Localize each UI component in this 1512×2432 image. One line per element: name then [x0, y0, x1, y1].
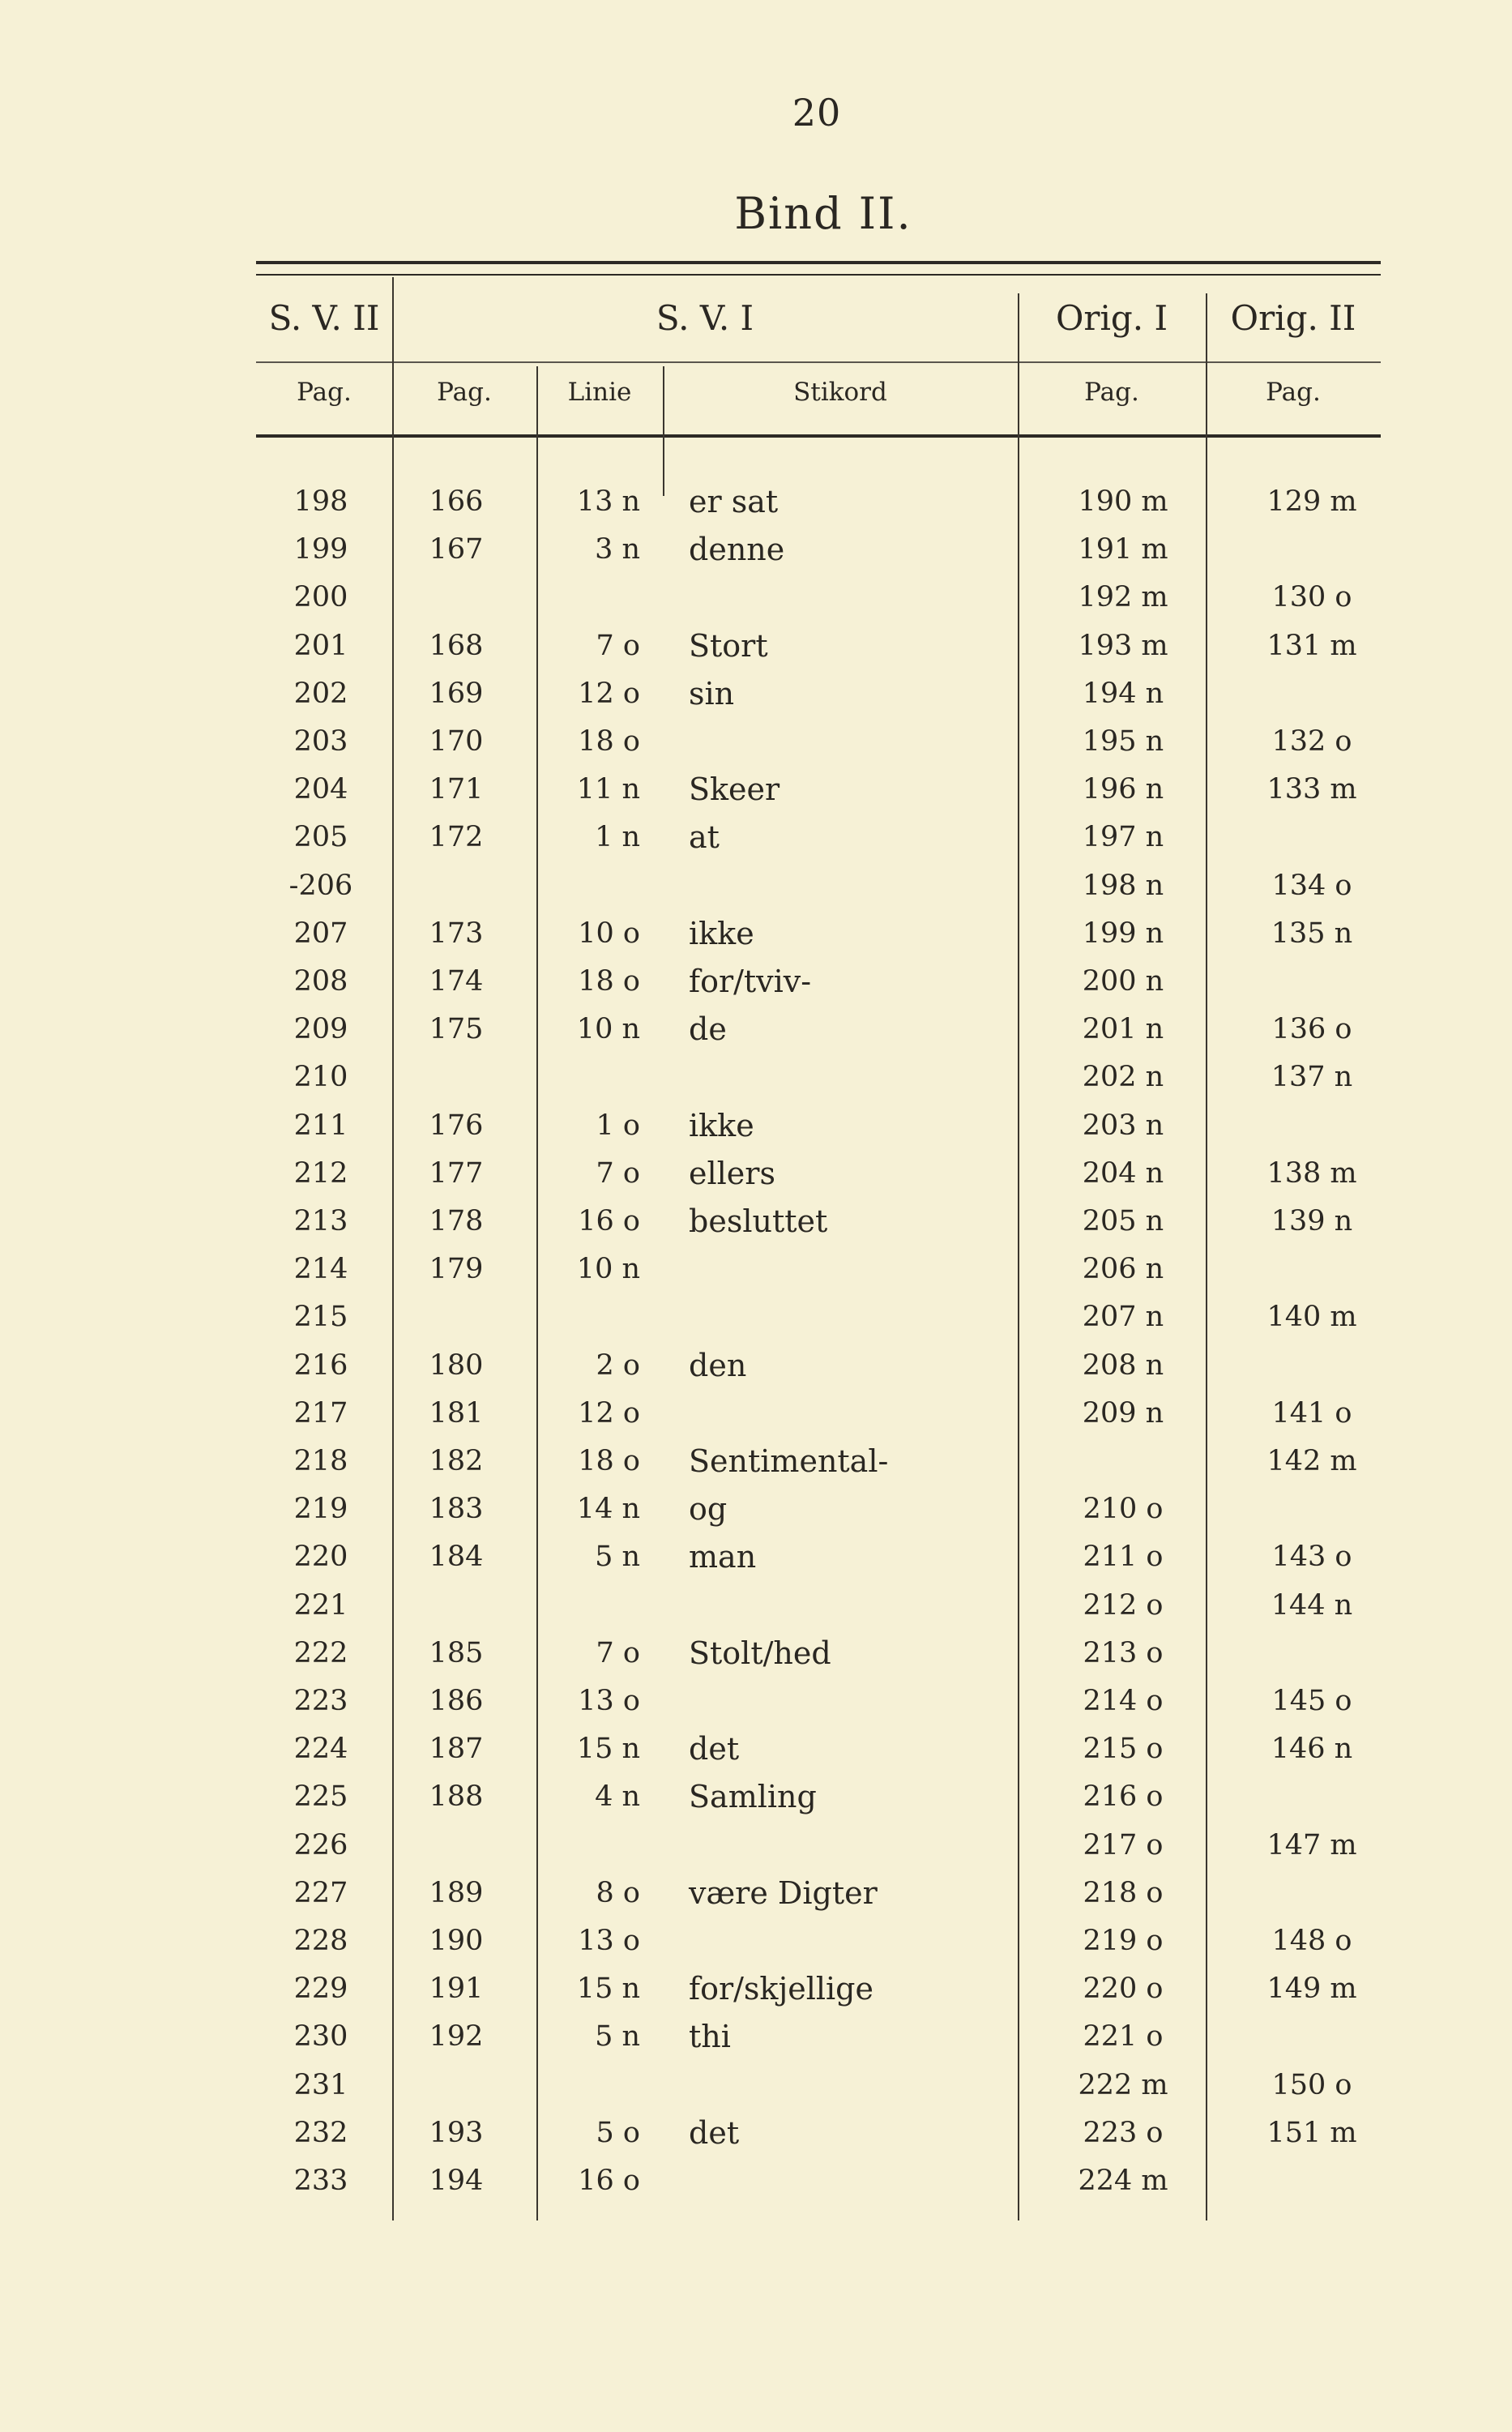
cell-pag-sv1: 169: [429, 677, 484, 710]
cell-pag-sv2: 222: [293, 1636, 348, 1669]
table-row: [256, 2109, 1381, 2157]
col-header-pag-orig2: Pag.: [1266, 378, 1321, 407]
cell-pag-orig1: 201 n: [1082, 1013, 1164, 1046]
table-row: [256, 1582, 1381, 1630]
table-row: [256, 862, 1381, 910]
cell-pag-sv2: 228: [293, 1925, 348, 1957]
cell-pag-orig2: 136 o: [1271, 1013, 1352, 1046]
cell-pag-orig1: 215 o: [1083, 1733, 1164, 1766]
cell-pag-sv2: 199: [293, 533, 348, 566]
table-row: [256, 1054, 1381, 1101]
table-row: [256, 718, 1381, 766]
cell-pag-sv1: 176: [429, 1109, 484, 1142]
table-row: [256, 2157, 1381, 2205]
cell-linie: 13 o: [578, 1685, 640, 1717]
cell-pag-orig1: 216 o: [1083, 1780, 1164, 1814]
cell-linie: 3 n: [595, 533, 640, 566]
table-row: [256, 1102, 1381, 1150]
cell-pag-orig2: 146 n: [1271, 1733, 1353, 1766]
table-row: [256, 478, 1381, 526]
cell-stikord: den: [689, 1347, 747, 1383]
cell-pag-sv2: 216: [293, 1348, 348, 1382]
cell-pag-orig1: 209 n: [1082, 1396, 1164, 1430]
cell-pag-orig1: 204 n: [1082, 1156, 1164, 1190]
group-header-sv1: S. V. I: [656, 298, 754, 338]
cell-stikord: sin: [689, 675, 735, 712]
table-row: [256, 574, 1381, 622]
cell-pag-sv2: 221: [293, 1588, 348, 1622]
cell-pag-sv1: 172: [429, 821, 484, 854]
cell-linie: 5 n: [595, 2020, 640, 2054]
table-row: [256, 1293, 1381, 1341]
cell-pag-sv1: 174: [429, 965, 484, 998]
cell-stikord: er sat: [689, 484, 779, 519]
cell-pag-sv2: 215: [293, 1301, 348, 1334]
group-header-orig1: Orig. I: [1055, 298, 1168, 338]
cell-stikord: at: [689, 819, 720, 856]
table-row: [256, 1485, 1381, 1533]
cell-pag-orig2: 149 m: [1266, 1973, 1357, 2006]
table-row: [256, 526, 1381, 574]
cell-pag-orig1: 200 n: [1082, 965, 1164, 998]
cell-pag-sv1: 177: [429, 1156, 484, 1190]
cell-pag-sv2: 227: [293, 1876, 348, 1909]
cell-pag-sv1: 180: [429, 1348, 484, 1382]
cell-linie: 8 o: [596, 1876, 640, 1909]
cell-pag-orig2: 140 m: [1266, 1301, 1357, 1334]
table-row: [256, 766, 1381, 814]
cell-linie: 4 n: [595, 1780, 640, 1814]
cell-pag-sv2: 205: [293, 821, 348, 854]
cell-pag-orig1: 199 n: [1082, 917, 1164, 950]
cell-pag-orig1: 190 m: [1078, 485, 1168, 518]
cell-linie: 10 o: [578, 917, 640, 950]
cell-pag-sv1: 192: [429, 2020, 484, 2054]
table-row: [256, 958, 1381, 1006]
cell-pag-orig2: 144 n: [1271, 1588, 1353, 1622]
cell-linie: 14 n: [576, 1493, 640, 1526]
cell-pag-orig1: 191 m: [1078, 533, 1168, 566]
top-rule-thin: [256, 274, 1381, 276]
table-row: [256, 1678, 1381, 1725]
table-row: [256, 1342, 1381, 1390]
cell-linie: 7 o: [596, 1156, 640, 1190]
cell-pag-sv2: 200: [293, 581, 348, 614]
table-row: [256, 2062, 1381, 2109]
cell-pag-sv2: 214: [293, 1253, 348, 1286]
cell-pag-sv2: 232: [293, 2116, 348, 2149]
cell-pag-sv2: 204: [293, 773, 348, 806]
cell-pag-orig2: 134 o: [1271, 869, 1352, 902]
cell-pag-sv2: 217: [293, 1396, 348, 1430]
cell-stikord: for/tviv-: [689, 964, 812, 999]
cell-pag-orig1: 207 n: [1082, 1301, 1164, 1334]
volume-title: Bind II.: [734, 188, 912, 239]
cell-pag-orig2: 138 m: [1266, 1156, 1357, 1190]
cell-pag-orig1: 203 n: [1082, 1109, 1164, 1142]
header-bottom-rule: [256, 434, 1381, 438]
table-row: [256, 670, 1381, 718]
cell-stikord: være Digter: [689, 1874, 878, 1911]
cell-pag-sv2: 207: [293, 917, 348, 950]
cell-stikord: ellers: [689, 1155, 775, 1191]
table-row: [256, 1773, 1381, 1821]
cell-pag-sv2: 211: [293, 1109, 348, 1142]
cell-pag-sv2: 219: [293, 1493, 348, 1526]
cell-pag-sv2: 210: [293, 1061, 348, 1094]
cell-linie: 1 o: [596, 1109, 640, 1142]
cell-pag-orig2: 148 o: [1271, 1925, 1352, 1957]
cell-linie: 18 o: [578, 965, 640, 998]
cell-pag-sv1: 178: [429, 1205, 484, 1237]
cell-pag-sv2: 202: [293, 677, 348, 710]
cell-pag-orig2: 141 o: [1271, 1396, 1352, 1430]
cell-pag-sv1: 168: [429, 629, 484, 662]
cell-pag-orig1: 192 m: [1078, 581, 1168, 614]
table-row: [256, 814, 1381, 861]
cell-stikord: man: [689, 1539, 757, 1575]
cell-linie: 11 n: [576, 773, 640, 806]
cell-pag-orig1: 211 o: [1083, 1541, 1164, 1574]
table-row: [256, 2013, 1381, 2061]
cell-pag-orig1: 218 o: [1083, 1876, 1164, 1909]
table-row: [256, 1630, 1381, 1678]
cell-pag-orig1: 217 o: [1083, 1828, 1164, 1861]
cell-pag-orig1: 195 n: [1082, 725, 1164, 758]
cell-linie: 13 o: [578, 1925, 640, 1957]
cell-pag-sv1: 186: [429, 1685, 484, 1717]
group-header-orig2: Orig. II: [1230, 298, 1356, 338]
cell-linie: 12 o: [578, 677, 640, 710]
table-row: [256, 910, 1381, 958]
cell-pag-orig1: 223 o: [1083, 2116, 1164, 2149]
cell-linie: 18 o: [578, 725, 640, 758]
cell-pag-orig1: 194 n: [1082, 677, 1164, 710]
cell-pag-orig2: 147 m: [1266, 1828, 1357, 1861]
cell-pag-sv2: 223: [293, 1685, 348, 1717]
col-header-stikord: Stikord: [793, 378, 887, 407]
cell-linie: 10 n: [576, 1013, 640, 1046]
cell-linie: 5 n: [595, 1541, 640, 1574]
cell-linie: 7 o: [596, 1636, 640, 1669]
cell-pag-sv1: 188: [429, 1780, 484, 1814]
cell-pag-orig2: 132 o: [1271, 725, 1352, 758]
cell-linie: 7 o: [596, 629, 640, 662]
cell-linie: 16 o: [578, 1205, 640, 1237]
cell-pag-orig1: 193 m: [1078, 629, 1168, 662]
cell-pag-sv1: 175: [429, 1013, 484, 1046]
cell-pag-sv1: 171: [429, 773, 484, 806]
cell-pag-orig2: 130 o: [1271, 581, 1352, 614]
cell-pag-sv2: 224: [293, 1733, 348, 1766]
cell-pag-sv2: 218: [293, 1445, 348, 1477]
cell-linie: 1 n: [595, 821, 640, 854]
cell-pag-orig2: 129 m: [1266, 485, 1357, 518]
cell-pag-sv1: 193: [429, 2116, 484, 2149]
cell-pag-sv1: 173: [429, 917, 484, 950]
index-table: [256, 258, 1381, 2220]
cell-pag-sv1: 179: [429, 1253, 484, 1286]
cell-pag-sv2: 208: [293, 965, 348, 998]
cell-linie: 12 o: [578, 1396, 640, 1430]
table-row: [256, 622, 1381, 670]
cell-stikord: Stort: [689, 627, 768, 664]
cell-linie: 15 n: [576, 1733, 640, 1766]
cell-stikord: ikke: [689, 1107, 754, 1143]
cell-pag-orig1: 220 o: [1083, 1973, 1164, 2006]
cell-pag-orig2: 150 o: [1271, 2068, 1352, 2101]
cell-pag-orig1: 214 o: [1083, 1685, 1164, 1717]
cell-pag-sv2: 220: [293, 1541, 348, 1574]
table-row: [256, 1725, 1381, 1773]
cell-linie: 2 o: [596, 1348, 640, 1382]
cell-pag-orig1: 197 n: [1082, 821, 1164, 854]
cell-pag-orig1: 212 o: [1083, 1588, 1164, 1622]
cell-pag-sv1: 184: [429, 1541, 484, 1574]
cell-linie: 5 o: [596, 2116, 640, 2149]
cell-stikord: de: [689, 1011, 727, 1048]
col-header-pag-orig1: Pag.: [1084, 378, 1139, 407]
cell-pag-orig2: 137 n: [1271, 1061, 1353, 1094]
cell-pag-sv2: 212: [293, 1156, 348, 1190]
cell-linie: 18 o: [578, 1445, 640, 1477]
cell-pag-orig2: 143 o: [1271, 1541, 1352, 1574]
cell-pag-orig1: 198 n: [1082, 869, 1164, 902]
table-row: [256, 1533, 1381, 1581]
cell-stikord: denne: [689, 532, 785, 568]
cell-pag-sv1: 182: [429, 1445, 484, 1477]
cell-pag-sv2: 213: [293, 1205, 348, 1237]
cell-pag-orig2: 142 m: [1266, 1445, 1357, 1477]
table-row: [256, 1870, 1381, 1917]
cell-pag-sv2: 198: [293, 485, 348, 518]
cell-pag-sv2: 226: [293, 1828, 348, 1861]
cell-pag-orig1: 224 m: [1078, 2165, 1168, 2197]
cell-pag-orig1: 202 n: [1082, 1061, 1164, 1094]
cell-linie: 15 n: [576, 1973, 640, 2006]
cell-pag-orig2: 151 m: [1266, 2116, 1357, 2149]
cell-pag-sv1: 170: [429, 725, 484, 758]
cell-pag-orig1: 196 n: [1082, 773, 1164, 806]
cell-stikord: Samling: [689, 1779, 817, 1815]
cell-stikord: det: [689, 2114, 740, 2151]
cell-pag-sv2: 209: [293, 1013, 348, 1046]
col-header-pag-sv2: Pag.: [297, 378, 352, 407]
cell-pag-sv2: -206: [288, 869, 353, 902]
cell-pag-sv2: 203: [293, 725, 348, 758]
table-row: [256, 1438, 1381, 1485]
cell-pag-sv1: 194: [429, 2165, 484, 2197]
top-rule-thick: [256, 261, 1381, 264]
cell-pag-orig2: 135 n: [1271, 917, 1353, 950]
cell-pag-orig2: 131 m: [1266, 629, 1357, 662]
header-divider: [256, 361, 1381, 363]
cell-pag-orig2: 139 n: [1271, 1205, 1353, 1237]
table-row: [256, 1198, 1381, 1246]
cell-stikord: besluttet: [689, 1203, 828, 1239]
cell-pag-sv1: 167: [429, 533, 484, 566]
col-header-pag-sv1: Pag.: [437, 378, 492, 407]
cell-linie: 16 o: [578, 2165, 640, 2197]
cell-pag-orig1: 221 o: [1083, 2020, 1164, 2054]
cell-pag-sv2: 201: [293, 629, 348, 662]
cell-pag-sv1: 166: [429, 485, 484, 518]
cell-stikord: thi: [689, 2019, 731, 2055]
cell-pag-sv1: 185: [429, 1636, 484, 1669]
cell-pag-sv1: 181: [429, 1396, 484, 1430]
table-row: [256, 1390, 1381, 1438]
cell-stikord: ikke: [689, 915, 754, 951]
cell-pag-orig1: 219 o: [1083, 1925, 1164, 1957]
cell-pag-orig1: 213 o: [1083, 1636, 1164, 1669]
cell-pag-orig1: 210 o: [1083, 1493, 1164, 1526]
cell-pag-sv1: 189: [429, 1876, 484, 1909]
table-row: [256, 1150, 1381, 1198]
cell-stikord: det: [689, 1731, 740, 1767]
cell-stikord: og: [689, 1491, 728, 1528]
cell-pag-orig1: 208 n: [1082, 1348, 1164, 1382]
cell-pag-sv1: 191: [429, 1973, 484, 2006]
cell-pag-sv2: 233: [293, 2165, 348, 2197]
group-header-sv2: S. V. II: [268, 298, 380, 338]
cell-pag-orig2: 133 m: [1266, 773, 1357, 806]
cell-pag-orig1: 222 m: [1078, 2068, 1168, 2101]
cell-pag-sv1: 190: [429, 1925, 484, 1957]
cell-pag-sv2: 225: [293, 1780, 348, 1814]
table-row: [256, 1006, 1381, 1054]
cell-pag-sv2: 231: [293, 2068, 348, 2101]
table-row: [256, 1822, 1381, 1870]
cell-stikord: Sentimental-: [689, 1443, 889, 1479]
cell-linie: 13 n: [576, 485, 640, 518]
cell-stikord: Stolt/hed: [689, 1635, 831, 1671]
cell-linie: 10 n: [576, 1253, 640, 1286]
cell-pag-sv1: 183: [429, 1493, 484, 1526]
cell-pag-orig1: 206 n: [1082, 1253, 1164, 1286]
table-row: [256, 1246, 1381, 1293]
col-header-linie: Linie: [567, 378, 632, 407]
cell-pag-sv2: 229: [293, 1973, 348, 2006]
cell-stikord: Skeer: [689, 771, 780, 808]
table-row: [256, 1917, 1381, 1965]
cell-pag-sv1: 187: [429, 1733, 484, 1766]
cell-pag-orig2: 145 o: [1271, 1685, 1352, 1717]
cell-stikord: for/skjellige: [689, 1971, 873, 2007]
page-number: 20: [792, 91, 842, 135]
table-row: [256, 1965, 1381, 2013]
cell-pag-sv2: 230: [293, 2020, 348, 2054]
cell-pag-orig1: 205 n: [1082, 1205, 1164, 1237]
